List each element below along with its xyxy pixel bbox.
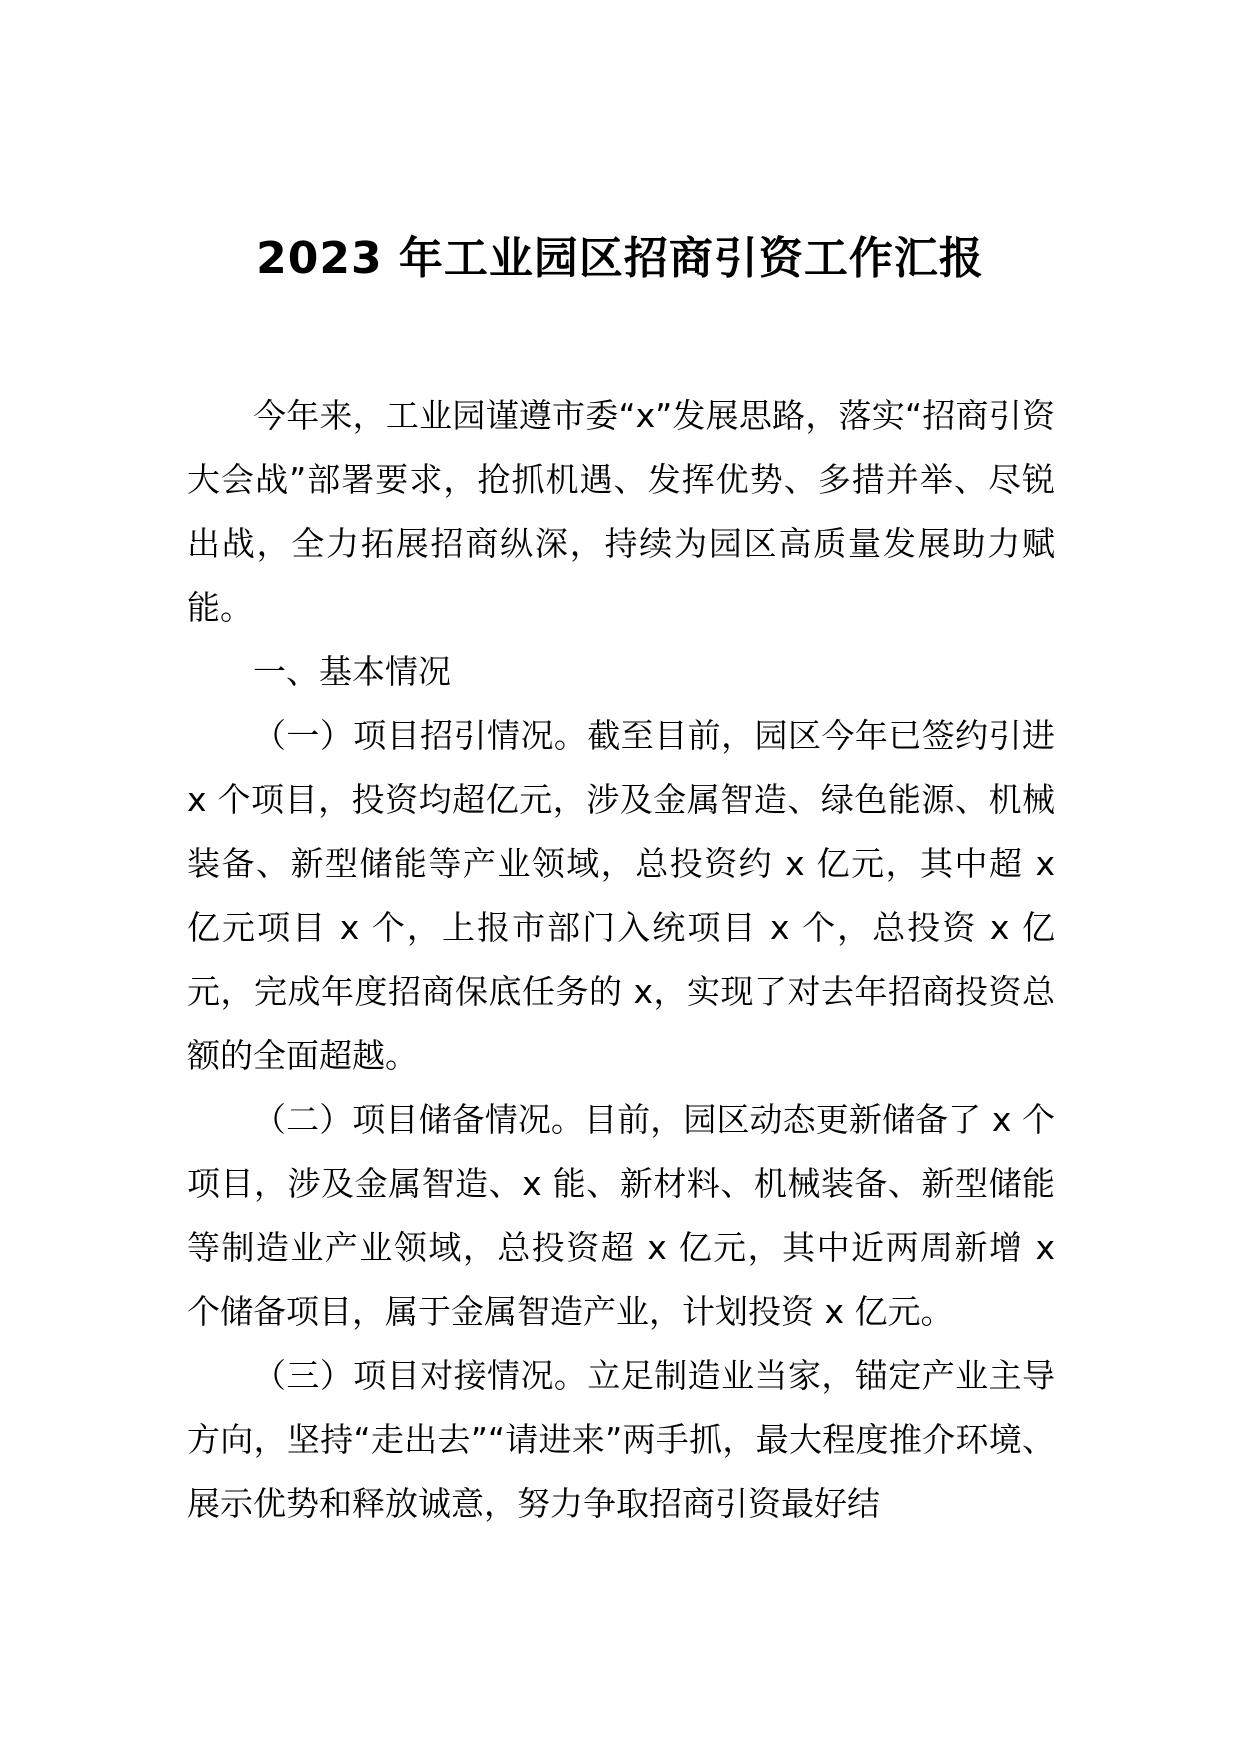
paragraph-project-attraction: （一）项目招引情况。截至目前，园区今年已签约引进 x 个项目，投资均超亿元，涉及金属智造、绿色能源、机械装备、新型储能等产业领域，总投资约 x 亿元，其中超 x 亿元项目 x 个，上报市部门入统项目 x 个，总投资 x 亿元，完成年度招商保底任务的 x，实现了对去年招商投资总额的全面超越。 [187, 716, 1055, 1075]
document-body [187, 384, 1055, 1536]
paragraph-project-reserve: （二）项目储备情况。目前，园区动态更新储备了 x 个项目，涉及金属智造、x 能、新材料、机械装备、新型储能等制造业产业领域，总投资超 x 亿元，其中近两周新增 x 个储备项目，属于金属智造产业，计划投资 x 亿元。 [187, 1100, 1055, 1331]
document-title: 2023 年工业园区招商引资工作汇报 [256, 233, 984, 285]
intro-paragraph: 今年来，工业园谨遵市委“x”发展思路，落实“招商引资大会战”部署要求，抢抓机遇、发挥优势、多措并举、尽锐出战，全力拓展招商纵深，持续为园区高质量发展助力赋能。 [187, 396, 1055, 627]
section-heading-basic-situation: 一、基本情况 [253, 652, 451, 691]
paragraph-project-docking: （三）项目对接情况。立足制造业当家，锚定产业主导方向，坚持“走出去”“请进来”两手抓，最大程度推介环境、展示优势和释放诚意，努力争取招商引资最好结 [187, 1356, 1055, 1523]
